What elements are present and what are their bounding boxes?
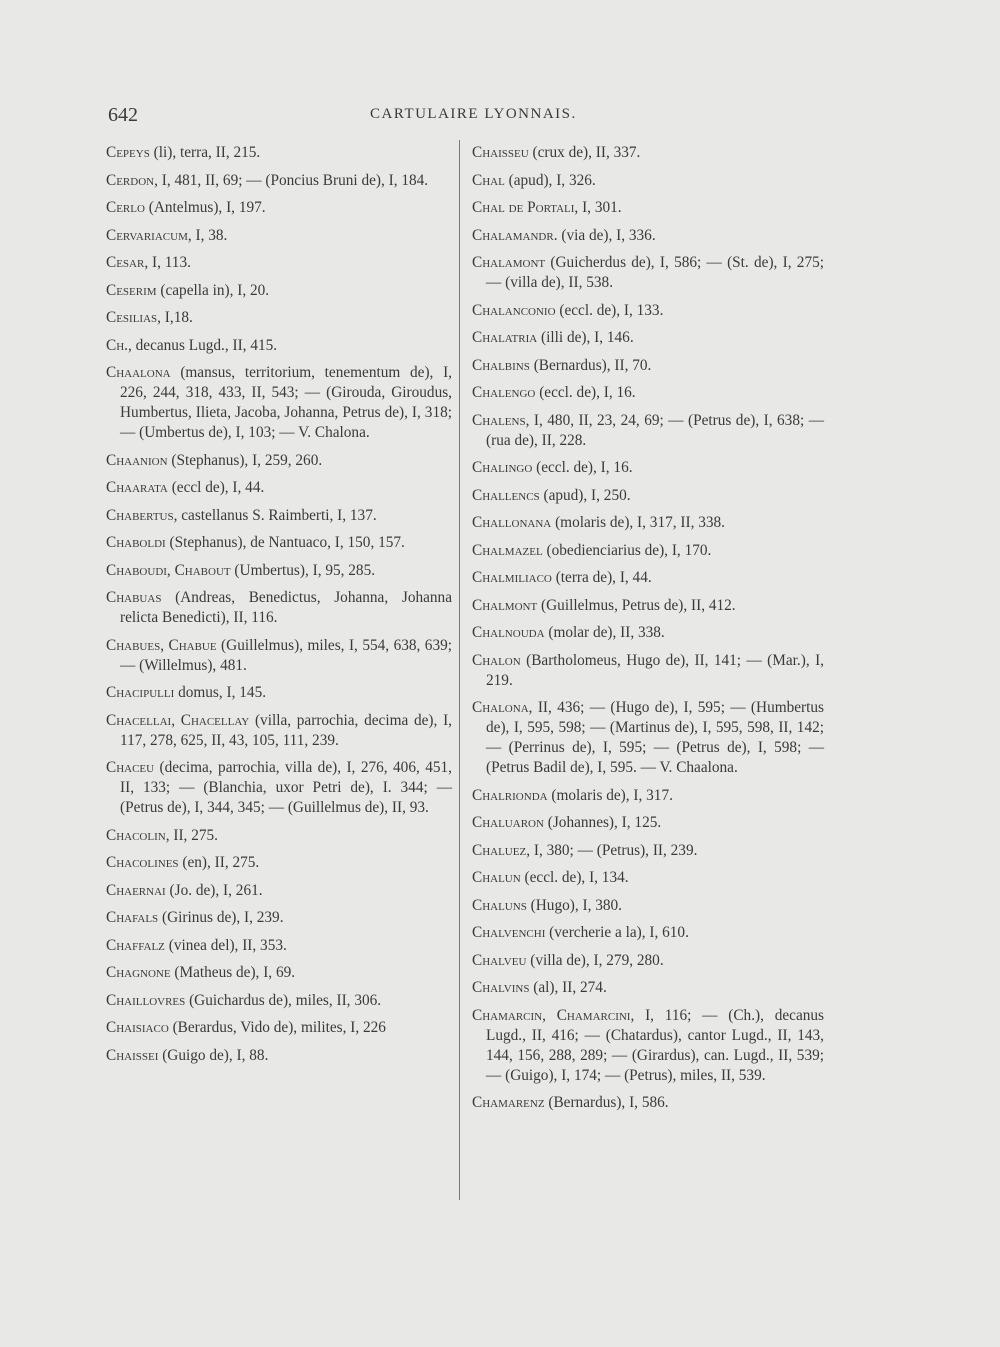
entry-references: (vercherie a la), I, 610. xyxy=(545,924,689,941)
entry-headword: Chagnone xyxy=(106,964,171,981)
index-entry xyxy=(106,308,452,328)
index-entry xyxy=(472,698,824,778)
entry-references: (crux de), II, 337. xyxy=(528,144,641,161)
index-entry xyxy=(106,336,452,356)
entry-headword: Chalamandr. xyxy=(472,226,558,244)
entry-references: (Bernardus), I, 586. xyxy=(544,1094,669,1111)
index-entry xyxy=(106,758,452,818)
entry-headword: Challencs xyxy=(472,486,540,504)
index-entry xyxy=(106,198,452,218)
entry-references: (molaris de), I, 317. xyxy=(547,786,673,804)
entry-headword: Cerdon xyxy=(106,171,155,189)
index-entry xyxy=(106,908,452,928)
entry-references: (decima, parrochia, villa de), I, 276, 406, 451, II, 133; — (Blanchia, uxor Petri de), I. 344; — (Petrus de), I, 344, 345; — (Guillelmus de), II, 93. xyxy=(120,759,452,816)
entry-headword: Chalona xyxy=(472,699,529,716)
entry-headword: Chacolines xyxy=(106,854,179,871)
entry-headword: Chafals xyxy=(106,909,159,926)
entry-headword: Chalnouda xyxy=(472,624,545,641)
entry-references: (illi de), I, 146. xyxy=(537,329,634,346)
entry-references: (molar de), II, 338. xyxy=(544,624,665,641)
entry-references: , I, 38. xyxy=(187,226,228,244)
entry-headword: Chaboldi xyxy=(106,534,166,551)
entry-headword: Chalon xyxy=(472,651,521,669)
entry-references: , I, 113. xyxy=(144,254,191,271)
index-entry xyxy=(106,478,452,498)
index-entry xyxy=(106,143,452,163)
index-entry xyxy=(472,198,824,218)
entry-headword: Chaarata xyxy=(106,479,168,496)
index-entry xyxy=(472,813,824,833)
column-divider xyxy=(459,140,460,1200)
entry-references: (Matheus de), I, 69. xyxy=(170,964,296,981)
entry-references: (vinea del), II, 353. xyxy=(164,936,287,954)
entry-headword: Chabuas xyxy=(106,589,162,606)
index-entry xyxy=(106,1018,452,1038)
entry-headword: Chalmiliaco xyxy=(472,569,552,586)
index-entry xyxy=(472,253,824,293)
index-entry xyxy=(106,171,452,191)
entry-headword: Chabertus xyxy=(106,506,174,524)
index-entry xyxy=(472,513,824,533)
entry-headword: Chaillovres xyxy=(106,991,186,1009)
entry-references: (capella in), I, 20. xyxy=(156,281,270,299)
index-entry xyxy=(472,328,824,348)
entry-references: (apud), I, 250. xyxy=(539,486,631,504)
index-entry xyxy=(472,541,824,561)
entry-references: , decanus Lugd., II, 415. xyxy=(127,336,278,354)
entry-references: (eccl. de), I, 133. xyxy=(555,301,664,319)
index-entry xyxy=(106,588,452,628)
entry-references: (Antelmus), I, 197. xyxy=(144,199,266,216)
index-entry xyxy=(472,1093,824,1113)
entry-references: (terra de), I, 44. xyxy=(551,569,652,586)
entry-references: (li), terra, II, 215. xyxy=(149,144,261,161)
index-entry xyxy=(106,451,452,471)
index-entry xyxy=(106,991,452,1011)
entry-references: (molaris de), I, 317, II, 338. xyxy=(551,514,725,531)
index-entry xyxy=(472,301,824,321)
entry-headword: Ceserim xyxy=(106,281,157,299)
index-entry xyxy=(106,1046,452,1066)
index-entry xyxy=(472,841,824,861)
entry-references: (Umbertus), I, 95, 285. xyxy=(230,561,376,579)
entry-references: (Jo. de), I, 261. xyxy=(165,881,263,899)
index-entry xyxy=(472,1006,824,1086)
index-entry xyxy=(106,561,452,581)
index-entry xyxy=(472,486,824,506)
index-entry xyxy=(106,533,452,553)
index-column-left xyxy=(106,143,452,1073)
entry-references: (Andreas, Benedictus, Johanna, Johanna relicta Benedicti), II, 116. xyxy=(120,589,452,626)
entry-headword: Chal de Portali xyxy=(472,199,575,216)
page-number: 642 xyxy=(108,104,138,126)
entry-headword: Chaluez xyxy=(472,841,527,859)
entry-references: domus, I, 145. xyxy=(174,684,267,701)
entry-headword: Chaisseu xyxy=(472,144,529,161)
index-entry xyxy=(106,363,452,443)
entry-references: (via de), I, 336. xyxy=(557,226,656,244)
entry-headword: Chalrionda xyxy=(472,786,548,804)
entry-references: (eccl de), I, 44. xyxy=(167,479,265,496)
entry-references: (Guillelmus, Petrus de), II, 412. xyxy=(537,596,736,614)
index-entry xyxy=(472,651,824,691)
entry-headword: Chaanion xyxy=(106,451,168,469)
entry-headword: Chacellai, Chacellay xyxy=(106,711,250,729)
index-entry xyxy=(106,253,452,273)
entry-headword: Cepeys xyxy=(106,144,150,161)
entry-headword: Chalamont xyxy=(472,254,546,271)
entry-references: (Bartholomeus, Hugo de), II, 141; — (Mar.), I, 219. xyxy=(486,651,824,689)
entry-headword: Chaalona xyxy=(106,364,171,381)
entry-headword: Chaffalz xyxy=(106,936,165,954)
running-title: CARTULAIRE LYONNAIS. xyxy=(370,106,577,122)
entry-references: (en), II, 275. xyxy=(178,854,260,871)
entry-references: (eccl. de), I, 16. xyxy=(532,459,633,476)
entry-headword: Chalengo xyxy=(472,384,536,401)
entry-references: (mansus, territorium, tenementum de), I, 226, 244, 318, 433, II, 543; — (Girouda, Giroudus, Humbertus, Ilieta, Jacoba, Johanna, Petrus de), I, 318; — (Umbertus de), I, 103; — V. Chalona. xyxy=(120,364,452,441)
index-entry xyxy=(106,963,452,983)
entry-references: , I, 116; — (Ch.), decanus Lugd., II, 416; — (Chatardus), cantor Lugd., II, 143, 144, 156, 288, 289; — (Girardus), can. Lugd., II, 539; — (Guigo), I, 174; — (Petrus), miles, II, 539. xyxy=(486,1006,824,1084)
index-entry xyxy=(106,853,452,873)
entry-headword: Chalvenchi xyxy=(472,924,546,941)
index-entry xyxy=(472,356,824,376)
index-column-right xyxy=(472,143,824,1121)
entry-references: (apud), I, 326. xyxy=(504,171,596,189)
entry-references: (Guillelmus), miles, I, 554, 638, 639; — (Willelmus), 481. xyxy=(120,636,452,674)
index-entry xyxy=(472,568,824,588)
entry-references: (Guichardus de), miles, II, 306. xyxy=(185,991,382,1009)
index-entry xyxy=(106,936,452,956)
entry-headword: Cesilias xyxy=(106,309,158,326)
entry-references: (Johannes), I, 125. xyxy=(543,814,662,831)
entry-headword: Chamarcin, Chamarcini xyxy=(472,1006,631,1024)
entry-headword: Chacolin xyxy=(106,826,166,844)
index-entry xyxy=(106,281,452,301)
index-entry xyxy=(106,826,452,846)
entry-headword: Ch. xyxy=(106,336,128,354)
index-entry xyxy=(472,171,824,191)
entry-headword: Chalens xyxy=(472,411,526,429)
entry-references: , castellanus S. Raimberti, I, 137. xyxy=(173,506,377,524)
entry-references: (Girinus de), I, 239. xyxy=(158,909,284,926)
entry-headword: Chaisiaco xyxy=(106,1019,169,1036)
index-entry xyxy=(472,226,824,246)
index-entry xyxy=(106,226,452,246)
entry-references: (Stephanus), I, 259, 260. xyxy=(167,451,323,469)
index-entry xyxy=(106,711,452,751)
index-entry xyxy=(106,881,452,901)
entry-references: , II, 275. xyxy=(165,826,218,844)
entry-headword: Chalanconio xyxy=(472,301,556,319)
entry-headword: Chalingo xyxy=(472,459,533,476)
index-entry xyxy=(472,596,824,616)
entry-headword: Cervariacum xyxy=(106,226,188,244)
entry-references: (Stephanus), de Nantuaco, I, 150, 157. xyxy=(165,534,405,551)
index-entry xyxy=(472,411,824,451)
entry-references: , I, 480, II, 23, 24, 69; — (Petrus de), I, 638; — (rua de), II, 228. xyxy=(486,411,824,449)
index-entry xyxy=(472,143,824,163)
index-entry xyxy=(472,896,824,916)
entry-references: , I, 481, II, 69; — (Poncius Bruni de), I, 184. xyxy=(154,171,429,189)
entry-headword: Chacipulli xyxy=(106,684,175,701)
entry-references: (Hugo), I, 380. xyxy=(526,896,622,914)
entry-references: (Guigo de), I, 88. xyxy=(158,1046,269,1064)
entry-headword: Chalatria xyxy=(472,329,538,346)
index-entry xyxy=(472,923,824,943)
entry-headword: Chaluaron xyxy=(472,814,544,831)
index-entry xyxy=(472,383,824,403)
entry-headword: Chaboudi, Chabout xyxy=(106,561,231,579)
entry-references: (Guicherdus de), I, 586; — (St. de), I, 275; — (villa de), II, 538. xyxy=(486,254,824,291)
index-entry xyxy=(472,786,824,806)
entry-headword: Cerlo xyxy=(106,199,145,216)
entry-headword: Chalun xyxy=(472,869,521,886)
entry-headword: Chalbins xyxy=(472,356,530,374)
index-entry xyxy=(472,458,824,478)
index-entry xyxy=(472,623,824,643)
index-entry xyxy=(106,636,452,676)
index-entry xyxy=(472,868,824,888)
entry-headword: Chamarenz xyxy=(472,1094,545,1111)
entry-references: (Bernardus), II, 70. xyxy=(529,356,652,374)
entry-references: (obedienciarius de), I, 170. xyxy=(542,541,712,559)
index-entry xyxy=(106,683,452,703)
index-entry xyxy=(472,951,824,971)
entry-headword: Chaernai xyxy=(106,881,166,899)
entry-references: (villa, parrochia, decima de), I, 117, 278, 625, II, 43, 105, 111, 239. xyxy=(120,711,452,749)
entry-headword: Chalveu xyxy=(472,951,527,969)
entry-headword: Chaceu xyxy=(106,759,155,776)
index-entry xyxy=(106,506,452,526)
entry-references: , II, 436; — (Hugo de), I, 595; — (Humbertus de), I, 595, 598; — (Martinus de), I, 595, 598, II, 142; — (Perrinus de), I, 595; — (Petrus de), I, 598; — (Petrus Badil de), I, 595. — V. Chaalona. xyxy=(486,699,824,776)
entry-headword: Chabues, Chabue xyxy=(106,636,217,654)
entry-headword: Cesar xyxy=(106,254,145,271)
index-entry xyxy=(472,978,824,998)
entry-headword: Chalmazel xyxy=(472,541,543,559)
entry-headword: Chalmont xyxy=(472,596,538,614)
entry-references: , I,18. xyxy=(157,309,193,326)
entry-references: (eccl. de), I, 16. xyxy=(535,384,636,401)
entry-headword: Challonana xyxy=(472,514,552,531)
entry-headword: Chaissei xyxy=(106,1046,159,1064)
entry-headword: Chal xyxy=(472,171,505,189)
entry-references: , I, 380; — (Petrus), II, 239. xyxy=(526,841,698,859)
entry-references: (Berardus, Vido de), milites, I, 226 xyxy=(168,1019,386,1036)
entry-headword: Chalvins xyxy=(472,979,530,996)
entry-references: (eccl. de), I, 134. xyxy=(520,869,629,886)
entry-references: (al), II, 274. xyxy=(529,979,607,996)
entry-references: , I, 301. xyxy=(574,199,622,216)
entry-references: (villa de), I, 279, 280. xyxy=(526,951,664,969)
entry-headword: Chaluns xyxy=(472,896,527,914)
